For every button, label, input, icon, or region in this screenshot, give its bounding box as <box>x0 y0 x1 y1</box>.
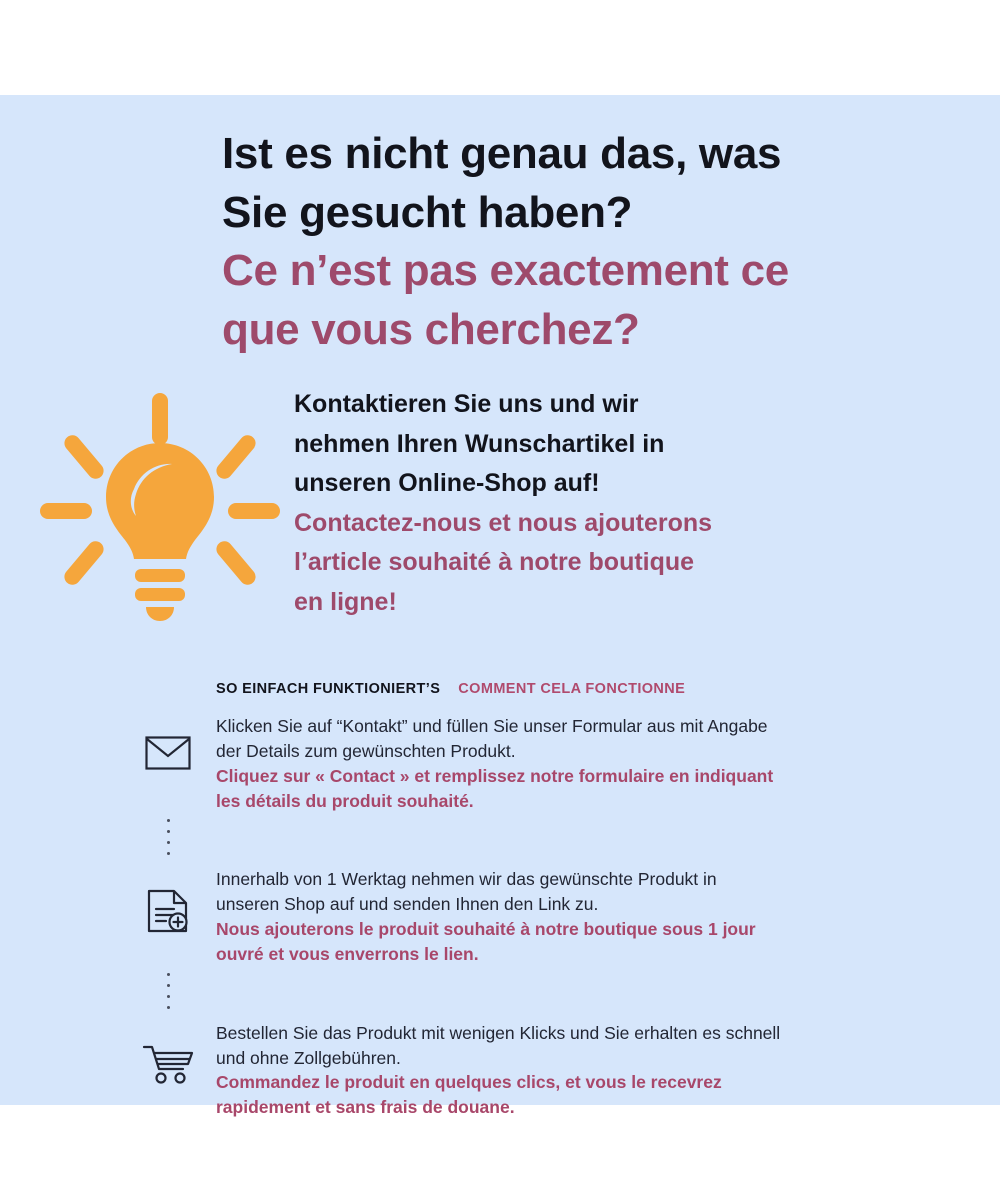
step-fr-line2: ouvré et vous enverrons le lien. <box>216 943 479 964</box>
step-de-line2: unseren Shop auf und senden Ihnen den Link zu. <box>216 894 599 915</box>
subtext-de-line2: nehmen Ihren Wunschartikel in <box>294 429 665 458</box>
headline-de-line1: Ist es nicht genau das, was <box>222 129 782 178</box>
dot <box>167 1006 170 1009</box>
step-item <box>120 1015 940 1120</box>
headline-de-line2: Sie gesucht haben? <box>222 187 633 237</box>
howto-heading-fr: COMMENT CELA FONCTIONNE <box>458 681 686 697</box>
step-de-line2: und ohne Zollgebühren. <box>216 1047 401 1068</box>
headline-fr-line2: que vous cherchez? <box>222 304 640 354</box>
connector-filler <box>216 967 940 1015</box>
subtext-fr-line3: en ligne! <box>294 587 397 616</box>
dot <box>167 819 170 822</box>
subtext-fr-line1: Contactez-nous et nous ajouterons <box>294 508 713 537</box>
envelope-icon <box>120 708 216 770</box>
dot <box>167 841 170 844</box>
step-connector <box>120 813 940 861</box>
dot <box>167 830 170 833</box>
subtext-de-line1: Kontaktieren Sie uns und wir <box>294 390 639 418</box>
step-fr-line1: Cliquez sur « Contact » et remplissez notre formulaire en indiquant <box>216 765 774 786</box>
step-fr-line2: les détails du produit souhaité. <box>216 790 474 811</box>
headline-block <box>222 125 942 359</box>
dot <box>167 984 170 987</box>
step-text <box>216 1015 940 1120</box>
shopping-cart-icon <box>120 1015 216 1085</box>
dot <box>167 973 170 976</box>
step-item <box>120 708 940 813</box>
step-text <box>216 861 940 966</box>
step-connector <box>120 967 940 1015</box>
howto-heading <box>216 681 685 697</box>
subtext-fr-line2: l’article souhaité à notre boutique <box>294 548 695 576</box>
document-add-icon <box>120 861 216 933</box>
headline-fr-line1: Ce n’est pas exactement ce <box>222 246 789 296</box>
step-fr-line1: Nous ajouterons le produit souhaité à notre boutique sous 1 jour <box>216 919 756 940</box>
connector-filler <box>216 813 940 861</box>
dotted-connector <box>120 967 216 1015</box>
step-fr-line1: Commandez le produit en quelques clics, et vous le recevrez <box>216 1072 722 1093</box>
subtext-de-line3: unseren Online-Shop auf! <box>294 469 600 497</box>
step-fr-line2: rapidement et sans frais de douane. <box>216 1097 515 1118</box>
howto-heading-de: SO EINFACH FUNKTIONIERT’S <box>216 681 441 697</box>
dotted-connector <box>120 813 216 861</box>
step-de-line1: Bestellen Sie das Produkt mit wenigen Klicks und Sie erhalten es schnell <box>216 1022 781 1043</box>
subtext-block <box>294 385 944 622</box>
step-de-line1: Klicken Sie auf “Kontakt” und füllen Sie unser Formular aus mit Angabe <box>216 716 768 736</box>
dot <box>167 852 170 855</box>
lightbulb-illustration <box>34 385 284 635</box>
dot <box>167 995 170 998</box>
step-de-line1: Innerhalb von 1 Werktag nehmen wir das gewünschte Produkt in <box>216 869 717 890</box>
howto-steps <box>120 708 940 1120</box>
step-item <box>120 861 940 966</box>
step-de-line2: der Details zum gewünschten Produkt. <box>216 740 516 761</box>
step-text <box>216 708 940 813</box>
